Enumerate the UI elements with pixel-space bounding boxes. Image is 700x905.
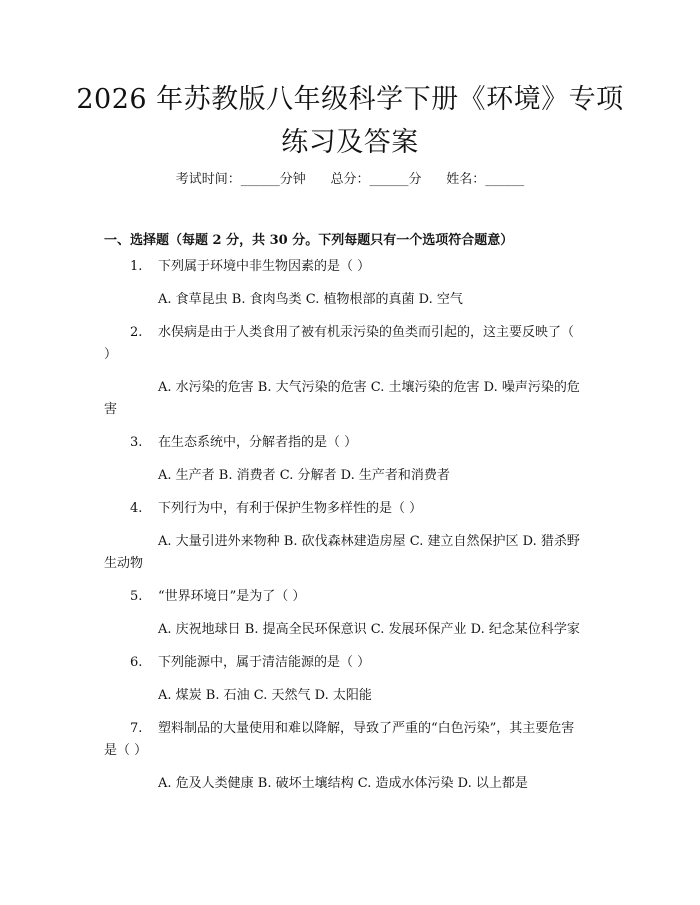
question-number: 5. — [130, 589, 143, 604]
question-1-options: A. 食草昆虫 B. 食肉鸟类 C. 植物根部的真菌 D. 空气 — [158, 292, 463, 307]
title-line-2: 练习及答案 — [281, 127, 419, 158]
question-6 — [104, 652, 584, 674]
question-text: 下列行为中，有利于保护生物多样性的是（ ） — [158, 501, 423, 516]
question-list — [104, 256, 584, 806]
question-5-options: A. 庆祝地球日 B. 提高全民环保意识 C. 发展环保产业 D. 纪念某位科学家 — [158, 622, 580, 637]
question-text: 塑料制品的大量使用和难以降解，导致了严重的“白色污染”，其主要危害是（ ） — [104, 721, 575, 758]
question-text: 下列能源中，属于清洁能源的是（ ） — [158, 655, 371, 670]
question-text: 下列属于环境中非生物因素的是（ ） — [158, 259, 371, 274]
question-7 — [104, 718, 584, 762]
question-number: 4. — [130, 501, 143, 516]
question-number: 7. — [130, 721, 143, 736]
question-3-options: A. 生产者 B. 消费者 C. 分解者 D. 生产者和消费者 — [158, 468, 450, 483]
question-3 — [104, 432, 584, 454]
section-heading: 一、选择题（每题 2 分，共 30 分。下列每题只有一个选项符合题意） — [104, 233, 514, 248]
question-number: 1. — [130, 259, 143, 274]
document-title — [60, 78, 640, 164]
question-2 — [104, 322, 584, 366]
question-2-options: A. 水污染的危害 B. 大气污染的危害 C. 土壤污染的危害 D. 噪声污染的危害 — [104, 380, 580, 417]
question-number: 6. — [130, 655, 143, 670]
question-text: 在生态系统中，分解者指的是（ ） — [158, 435, 358, 450]
question-4 — [104, 498, 584, 520]
question-6-options: A. 煤炭 B. 石油 C. 天然气 D. 太阳能 — [158, 688, 372, 703]
question-7-options: A. 危及人类健康 B. 破坏土壤结构 C. 造成水体污染 D. 以上都是 — [158, 776, 528, 791]
question-text: “世界环境日”是为了（ ） — [158, 589, 306, 604]
question-text: 水俣病是由于人类食用了被有机汞污染的鱼类而引起的，这主要反映了（ ） — [104, 325, 575, 362]
question-number: 3. — [130, 435, 143, 450]
title-line-1: 2026 年苏教版八年级科学下册《环境》专项 — [76, 84, 624, 115]
exam-info: 考试时间：______分钟 总分：______分 姓名：______ — [175, 172, 525, 187]
question-4-options: A. 大量引进外来物种 B. 砍伐森林建造房屋 C. 建立自然保护区 D. 猎杀野生动物 — [104, 534, 580, 571]
question-1 — [104, 256, 584, 278]
question-5 — [104, 586, 584, 608]
question-number: 2. — [130, 325, 143, 340]
